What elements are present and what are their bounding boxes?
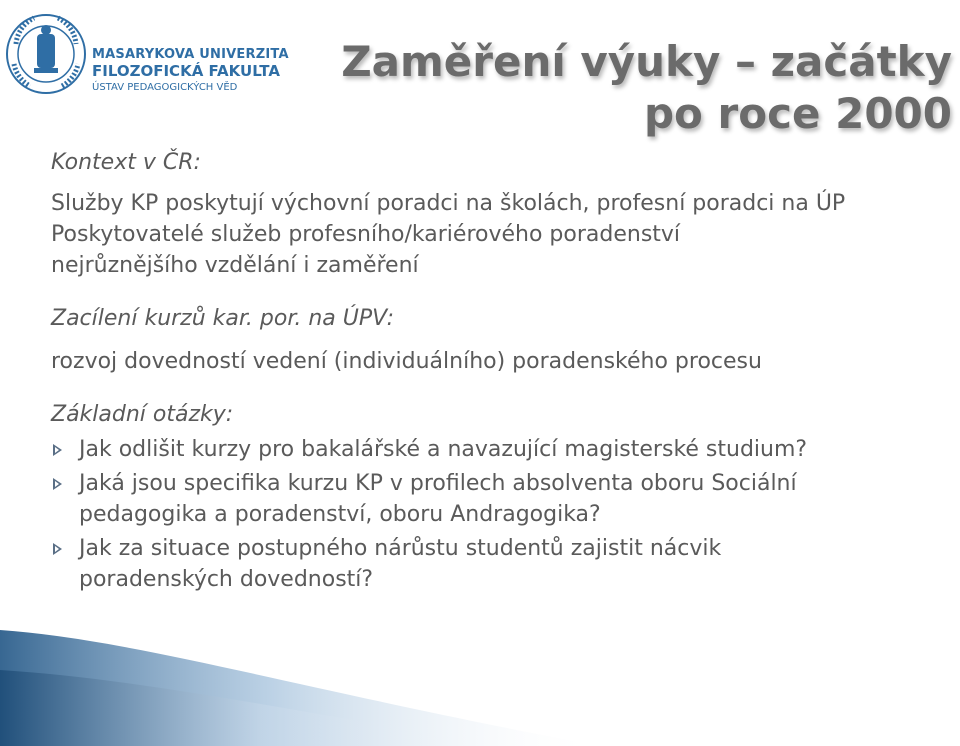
questions-list <box>51 434 931 595</box>
questions-heading: Základní otázky: <box>51 402 234 427</box>
logo-university-name: MASARYKOVA UNIVERZITA <box>92 47 289 62</box>
slide-title-line1: Zaměření výuky – začátky <box>341 37 952 86</box>
question-text: Jak za situace postupného nárůstu studentů zajistit nácvik poradenských dovedností? <box>79 536 722 592</box>
logo-faculty-name: FILOZOFICKÁ FAKULTA <box>92 62 280 80</box>
context-heading: Kontext v ČR: <box>51 150 201 175</box>
list-item <box>51 468 879 530</box>
list-item <box>51 434 849 465</box>
logo-text <box>92 48 289 93</box>
question-text: Jaká jsou specifika kurzu KP v profilech absolventa oboru Sociální pedagogika a poradenství, oboru Andragogika? <box>79 471 797 527</box>
context-line-2: Poskytovatelé služeb profesního/kariérového poradenství nejrůznějšího vzdělání i zaměření <box>51 222 681 278</box>
question-text: Jak odlišit kurzy pro bakalářské a navazující magisterské studium? <box>79 437 808 462</box>
focus-line: rozvoj dovedností vedení (individuálního) poradenského procesu <box>51 349 762 374</box>
list-item <box>51 533 879 595</box>
focus-heading: Zacílení kurzů kar. por. na ÚPV: <box>51 306 394 331</box>
slide-content <box>51 147 931 598</box>
university-logo <box>0 0 289 140</box>
context-line-1: Služby KP poskytují výchovní poradci na školách, profesní poradci na ÚP <box>51 191 846 216</box>
slide-title <box>332 36 952 140</box>
university-seal-icon <box>4 4 88 116</box>
logo-department-name: ÚSTAV PEDAGOGICKÝCH VĚD <box>92 82 238 93</box>
slide-title-line2: po roce 2000 <box>643 89 952 138</box>
